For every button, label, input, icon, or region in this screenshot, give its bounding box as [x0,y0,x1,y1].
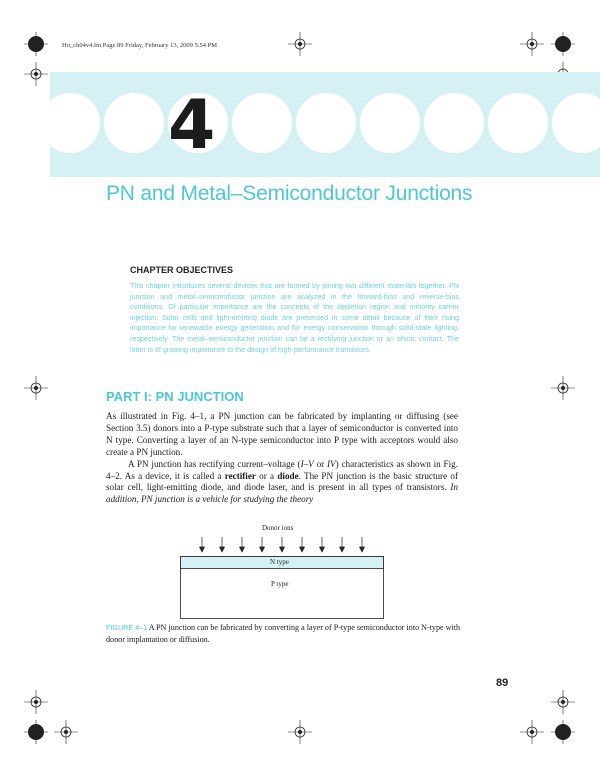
objectives-heading: CHAPTER OBJECTIVES [130,265,234,275]
donor-ions-label: Donor ions [262,524,294,532]
registration-mark-top-left-2-icon [24,62,48,86]
figure-caption-text: A PN junction can be fabricated by converting a layer of P-type semiconductor into N-type with donor implantation or diffusion. [106,623,461,644]
p2-text-c: or a [255,470,278,481]
p2-or: or [313,458,328,469]
registration-mark-top-left-icon [24,32,48,56]
registration-mark-bottom-right-icon [520,720,544,744]
registration-mark-top-right-2-icon [520,32,544,56]
paragraph-2 [106,459,458,507]
p2-text-b: ) characteristics as shown in Fig. 4–2. As a device, it is called a [106,458,458,481]
part-heading: PART I: PN JUNCTION [106,389,244,404]
registration-mark-right-middle-icon [551,376,575,400]
registration-mark-top-right-icon [551,32,575,56]
n-type-label: N type [270,558,289,566]
registration-mark-left-middle-icon [24,376,48,400]
term-rectifier: rectifier [224,470,256,481]
figure-caption [106,622,462,645]
registration-mark-bottom-right-2-icon [551,720,575,744]
paragraph-1: As illustrated in Fig. 4–1, a PN junction can be fabricated by implanting or diffusing (see Section 3.5) donors into a P-type substrate such that a layer of semiconductor is converted into N type. Converting a layer of an N-type semiconductor into P type with acceptors would also create a PN junction. [106,411,458,457]
print-slug: Hu_ch04v4.fm Page 89 Friday, February 13, 2009 5:54 PM [62,42,218,49]
p2-text-d: . The PN junction is the basic structure of solar cell, light-emitting diode, and diode laser, and is present in all types of transistors. [106,470,458,493]
registration-mark-bottom-left-icon [24,690,48,714]
registration-mark-bottom-center-icon [288,720,312,744]
p2-italic: In addition, PN junction is a vehicle for studying the theory [106,482,458,505]
p2-iv: I–V [300,458,314,469]
donor-arrows [180,524,384,620]
registration-mark-bottom-left-3-icon [54,720,78,744]
objectives-text: This chapter introduces several devices that are formed by joining two different materials together. PN junction and metal–semiconductor junction are analyzed in the forward-bias and reverse-bias conditions. Of particular importance are the concepts of the depletion region and minority carrier injection. Solar cells and light-emitting diode are presented in some detail because of their rising importance for renewable energy generation and for energy conservation through solid-state lighting, respectively. The metal–semiconductor junction can be a rectifying junction or an ohmic contact. The latter is of growing importance to the design of high-performance transistors. [130,282,459,354]
chapter-title: PN and Metal–Semiconductor Junctions [106,182,473,205]
figure-caption-label: FIGURE 4–1 [106,623,148,632]
body-text [106,411,458,506]
registration-mark-bottom-right-3-icon [551,690,575,714]
registration-mark-bottom-left-2-icon [24,720,48,744]
chapter-number: 4 [168,86,216,165]
p2-text-a: A PN junction has rectifying current–voltage ( [128,458,301,469]
registration-mark-top-center-icon [288,32,312,56]
p-type-label: P type [271,580,289,588]
p2-iv2: IV [327,458,336,469]
term-diode: diode [277,470,299,481]
page-number: 89 [496,677,509,689]
banner-circles-decoration [50,86,600,165]
figure-4-1 [180,524,384,620]
